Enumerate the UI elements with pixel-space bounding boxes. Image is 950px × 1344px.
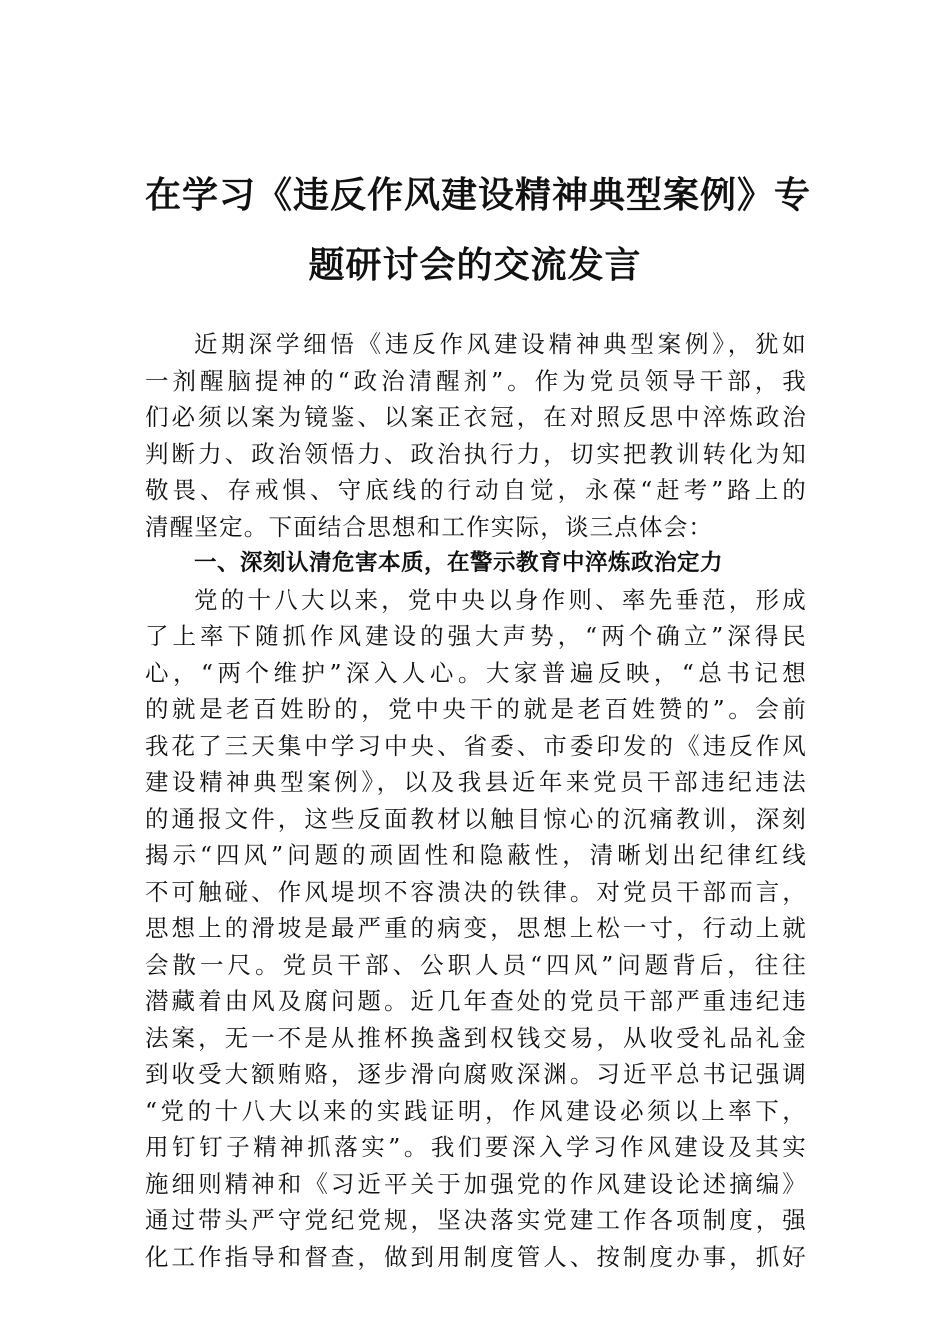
paragraph-2-line: 建设精神典型案例》，以及我县近年来党员干部违纪违法 bbox=[145, 768, 807, 796]
paragraph-2-line: 揭示“四风”问题的顽固性和隐蔽性，清晰划出纪律红线 bbox=[145, 841, 807, 869]
paragraph-2-line: 法案，无一不是从推杯换盏到权钱交易，从收受礼品礼金 bbox=[145, 1023, 807, 1052]
section-heading-1: 一、深刻认清危害本质，在警示教育中淬炼政治定力 bbox=[194, 550, 724, 576]
document-title bbox=[145, 160, 812, 300]
paragraph-1-line: 清醒坚定。下面结合思想和工作实际，谈三点体会： bbox=[145, 512, 714, 541]
paragraph-1-line: 近期深学细悟《违反作风建设精神典型案例》，犹如 bbox=[194, 330, 807, 358]
paragraph-2-line: 化工作指导和督查，做到用制度管人、按制度办事，抓好 bbox=[145, 1242, 807, 1271]
paragraph-1-line: 们必须以案为镜鉴、以案正衣冠，在对照反思中淬炼政治 bbox=[145, 403, 807, 431]
paragraph-1-line: 一剂醒脑提神的“政治清醒剂”。作为党员领导干部，我 bbox=[145, 366, 807, 395]
paragraph-2-line: 不可触碰、作风堤坝不容溃决的铁律。对党员干部而言， bbox=[145, 877, 807, 906]
paragraph-2-line: 的就是老百姓盼的，党中央干的就是老百姓赞的”。会前 bbox=[145, 695, 807, 723]
document-body bbox=[145, 326, 807, 1275]
paragraph-2-line: 用钉钉子精神抓落实”。我们要深入学习作风建设及其实 bbox=[145, 1133, 807, 1161]
paragraph-1-line: 敬畏、存戒惧、守底线的行动自觉，永葆“赶考”路上的 bbox=[145, 476, 807, 504]
paragraph-1-line: 判断力、政治领悟力、政治执行力，切实把教训转化为知 bbox=[145, 439, 807, 468]
title-line-2: 题研讨会的交流发言 bbox=[308, 244, 642, 286]
paragraph-2-line: 会散一尺。党员干部、公职人员“四风”问题背后，往往 bbox=[145, 950, 807, 979]
paragraph-2-line: 通过带头严守党纪党规，坚决落实党建工作各项制度，强 bbox=[145, 1206, 807, 1234]
title-line-1: 在学习《违反作风建设精神典型案例》专 bbox=[145, 174, 812, 216]
paragraph-2-line: 了上率下随抓作风建设的强大声势，“两个确立”深得民 bbox=[145, 622, 807, 650]
paragraph-2-line: 施细则精神和《习近平关于加强党的作风建设论述摘编》 bbox=[145, 1169, 807, 1198]
paragraph-2-line: 党的十八大以来，党中央以身作则、率先垂范，形成 bbox=[194, 585, 807, 614]
paragraph-2-line: 到收受大额贿赂，逐步滑向腐败深渊。习近平总书记强调 bbox=[145, 1060, 807, 1088]
paragraph-2-line: 潜藏着由风及腐问题。近几年查处的党员干部严重违纪违 bbox=[145, 987, 807, 1015]
paragraph-2-line: 心，“两个维护”深入人心。大家普遍反映，“总书记想 bbox=[145, 658, 807, 687]
paragraph-2-line: 我花了三天集中学习中央、省委、市委印发的《违反作风 bbox=[145, 731, 807, 760]
paragraph-2-line: 的通报文件，这些反面教材以触目惊心的沉痛教训，深刻 bbox=[145, 804, 807, 833]
paragraph-2-line: “党的十八大以来的实践证明，作风建设必须以上率下， bbox=[145, 1096, 807, 1125]
paragraph-2-line: 思想上的滑坡是最严重的病变，思想上松一寸，行动上就 bbox=[145, 914, 807, 942]
